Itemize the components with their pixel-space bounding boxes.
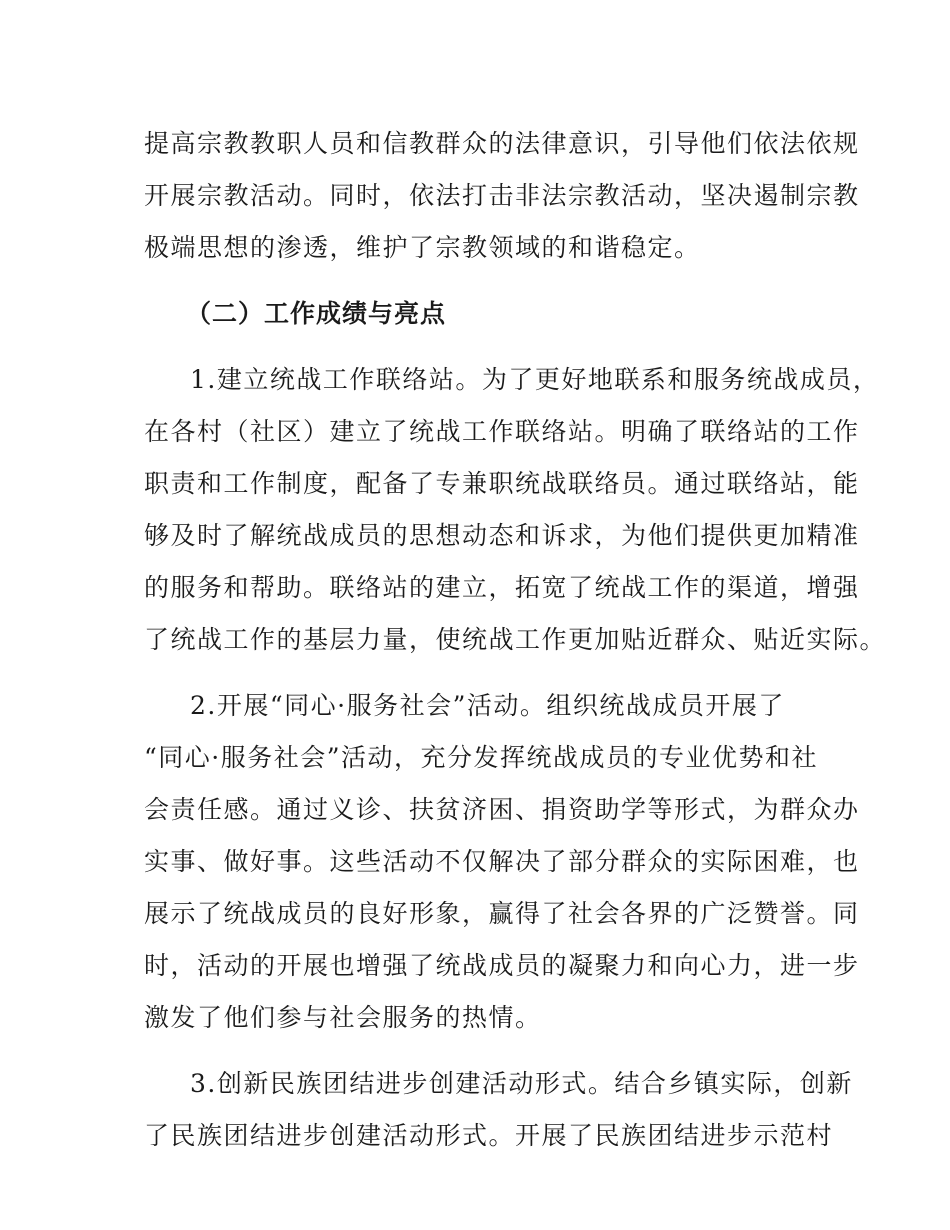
- paragraph-item-2: [144, 680, 860, 1044]
- paragraph-item-3: [144, 1058, 853, 1162]
- text-line: 了民族团结进步创建活动形式。开展了民族团结进步示范村: [144, 1121, 834, 1150]
- text-line: 够及时了解统战成员的思想动态和诉求，为他们提供更加精准: [144, 521, 860, 550]
- document-body: [144, 118, 887, 1162]
- text-line: 实事、做好事。这些活动不仅解决了部分群众的实际困难，也: [144, 847, 860, 876]
- heading-text: （二）工作成绩与亮点: [186, 299, 447, 328]
- text-line: 在各村（社区）建立了统战工作联络站。明确了联络站的工作: [144, 417, 860, 446]
- text-line: 2.开展“同心·服务社会”活动。组织统战成员开展了: [190, 691, 785, 720]
- text-line: “同心·服务社会”活动，充分发挥统战成员的专业优势和社: [144, 743, 819, 772]
- paragraph-item-1: [144, 354, 887, 666]
- text-line: 展示了统战成员的良好形象，赢得了社会各界的广泛赞誉。同: [144, 899, 860, 928]
- text-line: 的服务和帮助。联络站的建立，拓宽了统战工作的渠道，增强: [144, 573, 860, 602]
- paragraph-religious-affairs: [144, 118, 860, 274]
- text-line: 1.建立统战工作联络站。为了更好地联系和服务统战成员，: [190, 365, 880, 394]
- text-line: 激发了他们参与社会服务的热情。: [144, 1003, 542, 1032]
- text-line: 开展宗教活动。同时，依法打击非法宗教活动，坚决遏制宗教: [144, 181, 860, 210]
- text-line: 极端思想的渗透，维护了宗教领域的和谐稳定。: [144, 233, 701, 262]
- text-line: 职责和工作制度，配备了专兼职统战联络员。通过联络站，能: [144, 469, 860, 498]
- text-line: 提高宗教教职人员和信教群众的法律意识，引导他们依法依规: [144, 129, 860, 158]
- text-line: 时，活动的开展也增强了统战成员的凝聚力和向心力，进一步: [144, 951, 860, 980]
- text-line: 了统战工作的基层力量，使统战工作更加贴近群众、贴近实际。: [144, 625, 887, 654]
- text-line: 会责任感。通过义诊、扶贫济困、捐资助学等形式，为群众办: [144, 795, 860, 824]
- section-heading: [144, 288, 824, 340]
- text-line: 3.创新民族团结进步创建活动形式。结合乡镇实际，创新: [190, 1069, 853, 1098]
